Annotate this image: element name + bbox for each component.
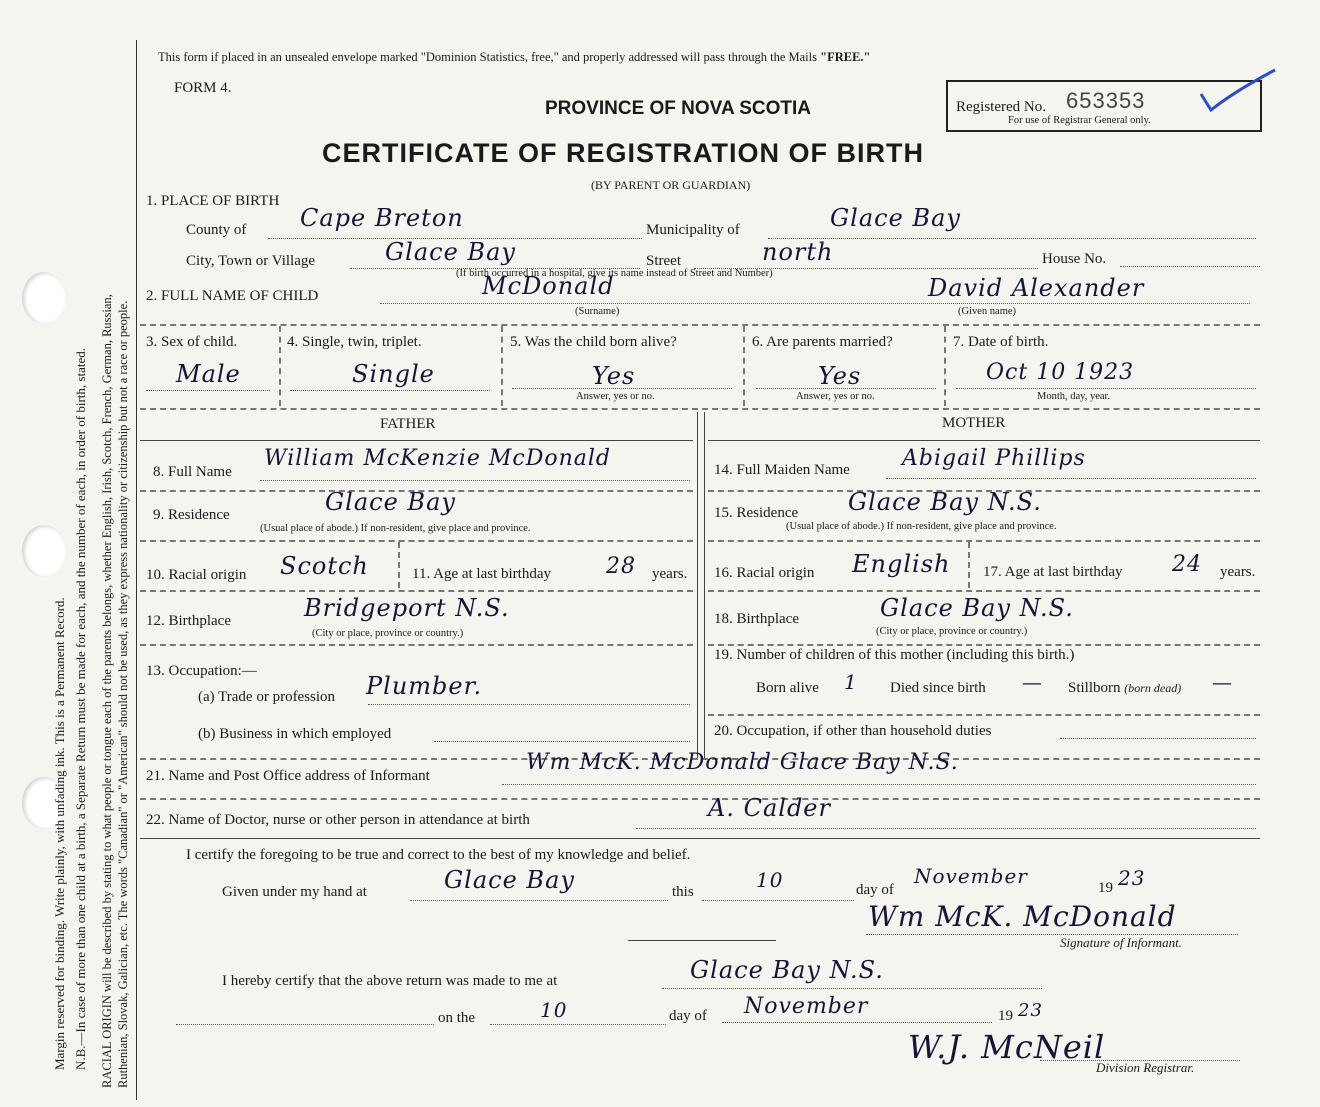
mother-heading: MOTHER: [942, 415, 1006, 431]
row-rule: [140, 644, 693, 646]
province-heading: PROVINCE OF NOVA SCOTIA: [545, 98, 812, 119]
column-divider: [501, 326, 503, 406]
street-label: Street: [646, 253, 681, 269]
father-age-value: 28: [606, 554, 636, 579]
certify-statement: I certify the foregoing to be true and correct to the best of my knowledge and belief.: [186, 847, 691, 863]
mother-racial-origin-label: 16. Racial origin: [714, 565, 815, 581]
street-value: north: [762, 238, 834, 266]
father-age-label: 11. Age at last birthday: [412, 566, 551, 582]
registered-number: 653353: [1066, 88, 1146, 113]
row-rule: [708, 540, 1260, 542]
house-number-label: House No.: [1042, 251, 1107, 267]
day-of-label: day of: [856, 882, 894, 898]
municipality-label: Municipality of: [646, 222, 740, 238]
children-count-label: 19. Number of children of this mother (including this birth.): [714, 647, 1075, 663]
father-birthplace-caption: (City or place, province or country.): [312, 628, 464, 639]
business-label: (b) Business in which employed: [198, 726, 392, 742]
parents-married-answer: Yes: [818, 362, 862, 390]
father-birthplace-value: Bridgeport N.S.: [304, 594, 510, 622]
father-name-label: 8. Full Name: [153, 464, 232, 480]
father-mother-divider: [704, 412, 705, 758]
child-name-label: 2. FULL NAME OF CHILD: [146, 288, 319, 304]
separator: [628, 940, 776, 941]
answer-line: [956, 388, 1256, 389]
margin-note-racial-origin: RACIAL ORIGIN will be described by stating to what people or tongue each of the parents belongs, whether English, Irish, Scotch, French, German, Russian,: [100, 294, 114, 1088]
registrar-signature: W.J. McNeil: [908, 1028, 1106, 1066]
sex-label: 3. Sex of child.: [146, 334, 238, 350]
trade-label: (a) Trade or profession: [198, 689, 336, 705]
mother-birthplace-caption: (City or place, province or country.): [876, 626, 1028, 637]
column-divider: [968, 542, 970, 588]
answer-caption: Answer, yes or no.: [576, 391, 655, 402]
doctor-label: 22. Name of Doctor, nurse or other person in attendance at birth: [146, 812, 530, 828]
row-rule: [140, 590, 693, 592]
mother-name-label: 14. Full Maiden Name: [714, 462, 850, 478]
entry-line: [662, 988, 1042, 989]
divider: [140, 798, 1260, 800]
informant-label: 21. Name and Post Office address of Informant: [146, 768, 430, 784]
father-racial-origin-label: 10. Racial origin: [146, 567, 247, 583]
father-heading: FATHER: [380, 416, 436, 432]
certify-year-value: 23: [1118, 866, 1146, 890]
father-mother-divider: [697, 412, 698, 758]
margin-note-multiple-births: N.B.—In case of more than one child at a birth, a Separate Return must be made for each, and the number of each, in order of birth, stated.: [73, 348, 88, 1070]
certify-year-prefix: 19: [1098, 880, 1113, 896]
answer-line: [146, 390, 270, 391]
division-registrar-caption: Division Registrar.: [1096, 1060, 1195, 1075]
given-name-caption: (Given name): [958, 306, 1017, 317]
mother-name-value: Abigail Phillips: [902, 446, 1086, 471]
entry-line: [368, 704, 690, 705]
born-alive-question: 5. Was the child born alive?: [510, 334, 677, 350]
registrar-use-note: For use of Registrar General only.: [1008, 115, 1151, 126]
mother-birthplace-label: 18. Birthplace: [714, 611, 799, 627]
row-rule: [140, 540, 693, 542]
city-value: Glace Bay: [385, 238, 516, 266]
father-name-value: William McKenzie McDonald: [264, 446, 611, 471]
answer-line: [290, 390, 490, 391]
registrar-statement: I hereby certify that the above return was made to me at: [222, 973, 558, 989]
child-name-line: [380, 303, 1250, 304]
certify-day-value: 10: [756, 868, 784, 892]
page-title: CERTIFICATE OF REGISTRATION OF BIRTH: [322, 138, 924, 168]
died-since-birth-label: Died since birth: [890, 680, 986, 696]
municipality-value: Glace Bay: [830, 204, 961, 232]
date-caption: Month, day, year.: [1037, 391, 1111, 402]
divider: [140, 324, 1260, 326]
trade-value: Plumber.: [366, 672, 483, 700]
mother-age-label: 17. Age at last birthday: [983, 564, 1123, 580]
row-rule: [708, 714, 1260, 716]
municipality-line: [768, 238, 1256, 239]
answer-line: [756, 388, 936, 389]
entry-line: [434, 741, 690, 742]
registrar-day-value: 10: [540, 998, 568, 1022]
mother-birthplace-value: Glace Bay N.S.: [880, 594, 1074, 622]
signature-line: [866, 934, 1238, 935]
free-label: "FREE.": [820, 50, 871, 64]
divider: [140, 838, 1260, 839]
doctor-value: A. Calder: [708, 794, 831, 822]
blue-check-mark: [1195, 66, 1285, 116]
binding-margin-line: [136, 40, 137, 1100]
parents-married-question: 6. Are parents married?: [752, 334, 893, 350]
certify-month-value: November: [914, 864, 1028, 888]
entry-line: [1060, 738, 1256, 739]
this-label: this: [672, 884, 694, 900]
father-racial-origin-value: Scotch: [280, 552, 369, 580]
mother-residence-caption: (Usual place of abode.) If non-resident, give place and province.: [786, 521, 1057, 532]
father-occupation-label: 13. Occupation:—: [146, 663, 257, 679]
registrar-year-prefix: 19: [998, 1008, 1013, 1024]
column-divider: [279, 326, 281, 406]
registrar-month-value: November: [744, 994, 869, 1019]
date-of-birth-value: Oct 10 1923: [986, 360, 1135, 385]
date-of-birth-label: 7. Date of birth.: [953, 334, 1049, 350]
entry-line: [176, 1024, 434, 1025]
father-residence-label: 9. Residence: [153, 507, 230, 523]
hospital-note: (If birth occurred in a hospital, give its name instead of Street and Number): [456, 268, 773, 279]
column-divider: [944, 326, 946, 406]
registered-label: Registered No.: [956, 99, 1046, 115]
given-place-value: Glace Bay: [444, 866, 575, 894]
column-divider: [743, 326, 745, 406]
registrar-day-of-label: day of: [669, 1008, 707, 1024]
answer-line: [512, 388, 732, 389]
father-residence-caption: (Usual place of abode.) If non-resident, give place and province.: [260, 523, 531, 534]
margin-note-binding: Margin reserved for binding. Write plainly, with unfading ink. This is a Permanent Record.: [52, 597, 67, 1070]
row-rule: [708, 644, 1260, 646]
entry-line: [886, 478, 1256, 479]
divider: [140, 408, 1260, 410]
entry-line: [502, 784, 1256, 785]
row-rule: [708, 440, 1260, 441]
registrar-place-value: Glace Bay N.S.: [690, 956, 884, 984]
place-of-birth-heading: 1. PLACE OF BIRTH: [146, 193, 280, 209]
form-number: FORM 4.: [174, 80, 232, 96]
given-under-label: Given under my hand at: [222, 884, 367, 900]
father-birthplace-label: 12. Birthplace: [146, 613, 231, 629]
mother-age-value: 24: [1172, 552, 1202, 577]
entry-line: [260, 480, 690, 481]
years-label: years.: [1220, 564, 1256, 580]
sex-value: Male: [176, 360, 241, 388]
entry-line: [722, 1022, 992, 1023]
mother-occupation-label: 20. Occupation, if other than household duties: [714, 723, 992, 739]
registrar-year-value: 23: [1018, 1000, 1043, 1021]
entry-line: [702, 900, 854, 901]
column-divider: [398, 542, 400, 588]
single-value: Single: [352, 360, 435, 388]
informant-signature: Wm McK. McDonald: [868, 900, 1177, 933]
born-alive-label: Born alive: [756, 680, 819, 696]
years-label: years.: [652, 566, 688, 582]
county-label: County of: [186, 222, 247, 238]
child-surname: McDonald: [482, 272, 615, 300]
entry-line: [636, 828, 1256, 829]
died-since-birth-value: —: [1022, 670, 1043, 694]
subtitle: (BY PARENT OR GUARDIAN): [591, 178, 751, 192]
stillborn-label: Stillborn (born dead): [1068, 680, 1182, 696]
stillborn-value: —: [1212, 670, 1233, 694]
father-residence-value: Glace Bay: [325, 488, 456, 516]
county-value: Cape Breton: [300, 204, 464, 232]
mother-residence-value: Glace Bay N.S.: [848, 488, 1042, 516]
born-alive-answer: Yes: [592, 362, 636, 390]
mother-racial-origin-value: English: [852, 550, 951, 578]
city-label: City, Town or Village: [186, 253, 316, 269]
mailing-notice: This form if placed in an unsealed envelope marked "Dominion Statistics, free," and properly addressed will pass through the Mails "FREE.": [158, 50, 871, 64]
house-number-line: [1120, 266, 1260, 267]
entry-line: [490, 1024, 666, 1025]
answer-caption: Answer, yes or no.: [796, 391, 875, 402]
mother-residence-label: 15. Residence: [714, 505, 799, 521]
row-rule: [140, 440, 693, 441]
on-the-label: on the: [438, 1010, 476, 1026]
row-rule: [708, 590, 1260, 592]
surname-caption: (Surname): [575, 306, 620, 317]
child-given-name: David Alexander: [928, 274, 1145, 302]
informant-value: Wm McK. McDonald Glace Bay N.S.: [526, 750, 959, 775]
born-alive-value: 1: [844, 670, 858, 694]
single-label: 4. Single, twin, triplet.: [287, 334, 422, 350]
signature-caption: Signature of Informant.: [1060, 935, 1182, 950]
entry-line: [410, 900, 668, 901]
margin-note-racial-origin-cont: Ruthenian, Slovak, Galician, etc. The words "Canadian" or "American" should not be used, as they express nationality or citizenship but not a race or people.: [116, 300, 130, 1088]
